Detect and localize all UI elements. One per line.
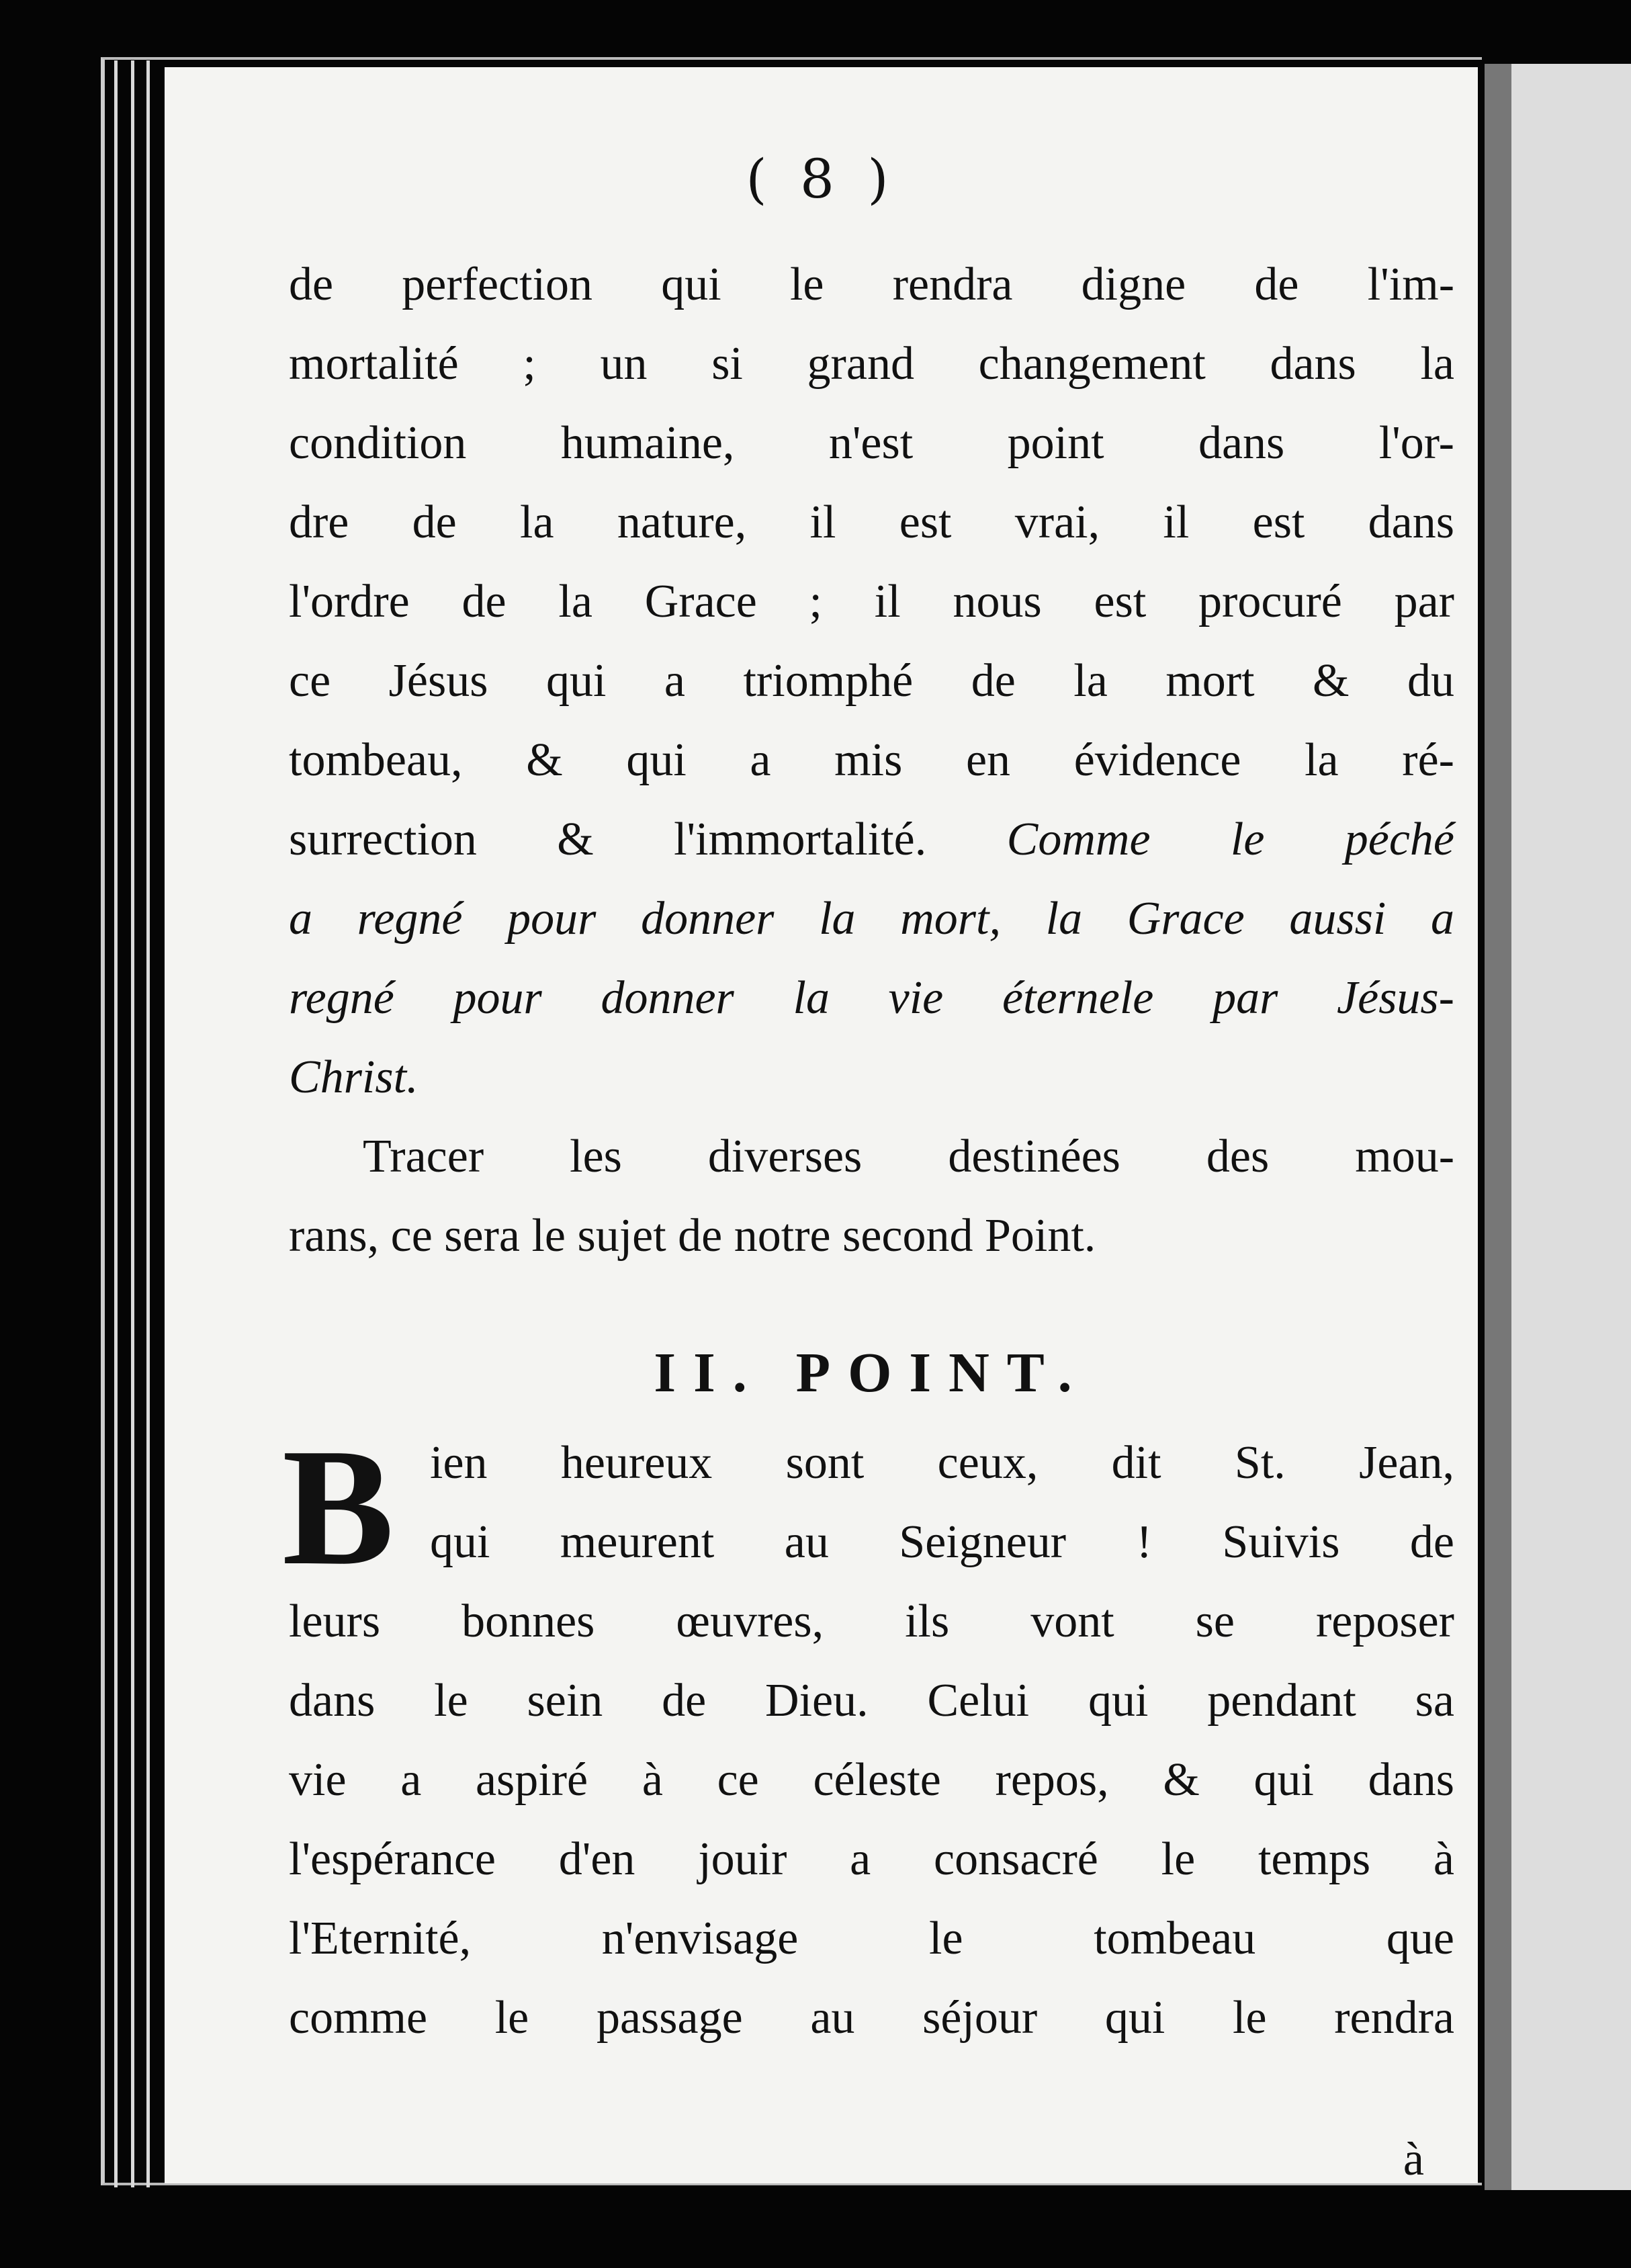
- text-line-mixed: [289, 800, 1454, 879]
- text-line: Tracer les diverses destinées des mou-: [363, 1131, 1454, 1182]
- catchword: à: [1403, 2134, 1424, 2185]
- text-line: leurs bonnes œuvres, ils vont se reposer: [289, 1596, 1454, 1647]
- section-heading: II. POINT.: [654, 1342, 1090, 1404]
- text-line: vie a aspiré à ce céleste repos, & qui dans: [289, 1754, 1454, 1806]
- page-edge-line: [114, 60, 118, 2187]
- italic-segment: Christ.: [289, 1051, 418, 1103]
- text-line: qui meurent au Seigneur ! Suivis de: [430, 1516, 1454, 1568]
- page-edge-line: [131, 60, 134, 2187]
- book-page: [165, 67, 1478, 2183]
- italic-line: [289, 1038, 1454, 1117]
- page-body: [282, 245, 1455, 2058]
- italic-segment: Comme le péché: [1006, 814, 1455, 865]
- text-line: ien heureux sont ceux, dit St. Jean,: [430, 1437, 1454, 1489]
- text-line: l'ordre de la Grace ; il nous est procuré par: [289, 576, 1454, 627]
- italic-segment: a regné pour donner la mort, la Grace aussi a: [289, 893, 1454, 945]
- text-line: ce Jésus qui a triomphé de la mort & du: [289, 655, 1454, 707]
- paragraph-with-dropcap: [282, 1414, 1454, 2058]
- drop-cap: B: [282, 1414, 394, 1600]
- italic-line: [289, 959, 1454, 1038]
- text-line: rans, ce sera le sujet de notre second Point.: [289, 1210, 1096, 1262]
- text-line: tombeau, & qui a mis en évidence la ré-: [289, 734, 1454, 786]
- italic-segment: regné pour donner la vie éternele par Jésus-: [289, 972, 1454, 1024]
- text-line: dans le sein de Dieu. Celui qui pendant sa: [289, 1675, 1454, 1727]
- text-line: dre de la nature, il est vrai, il est dans: [289, 496, 1454, 548]
- text-segment: surrection & l'immortalité.: [289, 814, 927, 865]
- text-line: mortalité ; un si grand changement dans la: [289, 338, 1454, 390]
- italic-line: [289, 879, 1454, 959]
- page-number: ( 8 ): [746, 148, 897, 210]
- facing-page-edge: [1485, 64, 1631, 2190]
- text-line: l'espérance d'en jouir a consacré le temps à: [289, 1833, 1454, 1885]
- page-edge-line: [146, 60, 150, 2187]
- text-line: comme le passage au séjour qui le rendra: [289, 1992, 1454, 2044]
- text-line: de perfection qui le rendra digne de l'im-: [289, 259, 1454, 310]
- text-line: condition humaine, n'est point dans l'or-: [289, 417, 1454, 469]
- text-line: l'Eternité, n'envisage le tombeau que: [289, 1913, 1454, 1964]
